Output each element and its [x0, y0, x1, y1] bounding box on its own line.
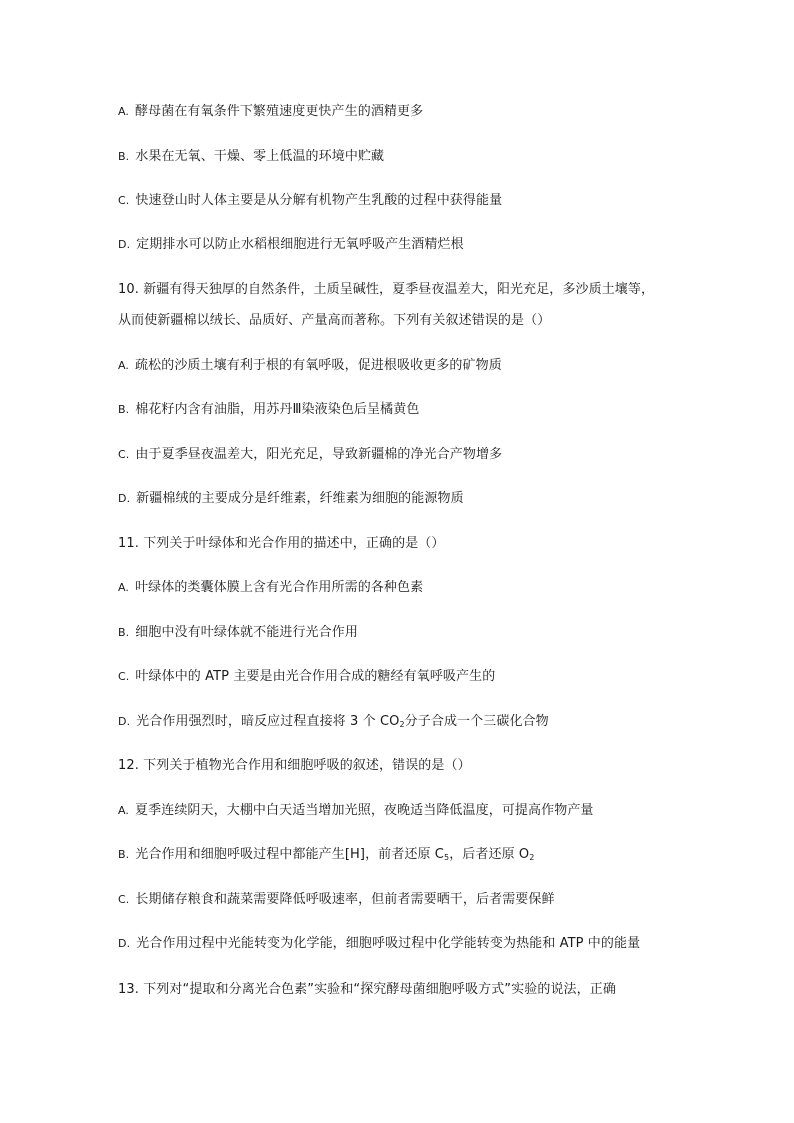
q9-option-d	[118, 236, 464, 254]
subscript: 2	[529, 853, 535, 862]
option-text: 新疆棉绒的主要成分是纤维素，纤维素为细胞的能源物质	[136, 491, 464, 506]
option-text: 快速登山时人体主要是从分解有机物产生乳酸的过程中获得能量	[135, 193, 503, 208]
option-text-before: 光合作用和细胞呼吸过程中都能产生[H]，前者还原 C	[135, 847, 444, 862]
q12-option-d	[118, 935, 640, 953]
subscript: 2	[399, 720, 405, 729]
option-letter: D.	[118, 715, 131, 728]
q12-option-a	[118, 802, 594, 820]
option-letter: A.	[118, 804, 130, 817]
q11-stem: 11. 下列关于叶绿体和光合作用的描述中，正确的是（）	[118, 536, 445, 551]
option-letter: D.	[118, 937, 131, 950]
option-letter: D.	[118, 492, 131, 505]
option-text: 细胞中没有叶绿体就不能进行光合作用	[135, 625, 358, 640]
q12-option-b	[118, 846, 534, 864]
option-text-after: 分子合成一个三碳化合物	[404, 714, 549, 729]
option-text: 叶绿体中的 ATP 主要是由光合作用合成的糖经有氧呼吸产生的	[135, 669, 496, 684]
option-letter: B.	[118, 626, 130, 639]
q11-option-c	[118, 668, 495, 686]
option-text: 由于夏季昼夜温差大，阳光充足，导致新疆棉的净光合产物增多	[135, 447, 503, 462]
option-letter: B.	[118, 150, 130, 163]
option-letter: C.	[118, 670, 130, 683]
option-text: 定期排水可以防止水稻根细胞进行无氧呼吸产生酒精烂根	[136, 237, 464, 252]
q11-option-a	[118, 579, 423, 597]
option-text: 疏松的沙质土壤有利于根的有氧呼吸，促进根吸收更多的矿物质	[135, 358, 502, 373]
q10-option-b	[118, 401, 419, 419]
option-letter: B.	[118, 848, 130, 861]
option-letter: C.	[118, 893, 130, 906]
q10-option-d	[118, 490, 464, 508]
q12-option-c	[118, 891, 555, 909]
option-text: 长期储存粮食和蔬菜需要降低呼吸速率，但前者需要晒干，后者需要保鲜	[135, 892, 555, 907]
option-text: 水果在无氧、干燥、零上低温的环境中贮藏	[135, 149, 385, 164]
q9-option-a	[118, 103, 423, 121]
option-text: 叶绿体的类囊体膜上含有光合作用所需的各种色素	[135, 580, 424, 595]
q10-option-c	[118, 446, 502, 464]
option-text: 酵母菌在有氧条件下繁殖速度更快产生的酒精更多	[135, 104, 424, 119]
option-text-before: 光合作用强烈时，暗反应过程直接将 3 个 CO	[136, 714, 400, 729]
option-text-mid: ，后者还原 O	[449, 847, 530, 862]
q11-option-b	[118, 624, 358, 642]
q12-stem: 12. 下列关于植物光合作用和细胞呼吸的叙述，错误的是（）	[118, 758, 471, 773]
option-text: 棉花籽内含有油脂，用苏丹Ⅲ染液染色后呈橘黄色	[135, 402, 420, 417]
option-letter: B.	[118, 403, 130, 416]
option-letter: D.	[118, 238, 131, 251]
option-text: 夏季连续阴天，大棚中白天适当增加光照，夜晚适当降低温度，可提高作物产量	[135, 803, 594, 818]
option-text: 光合作用过程中光能转变为化学能，细胞呼吸过程中化学能转变为热能和 ATP 中的能量	[136, 936, 641, 951]
subscript: 5	[443, 853, 450, 862]
q10-stem-line2: 从而使新疆棉以绒长、品质好、产量高而著称。下列有关叙述错误的是（）	[118, 313, 551, 328]
q10-stem-line1: 10. 新疆有得天独厚的自然条件，土质呈碱性，夏季昼夜温差大，阳光充足，多沙质土壤等，	[118, 282, 655, 297]
q10-option-a	[118, 357, 502, 375]
q13-stem-line1: 13. 下列对“提取和分离光合色素”实验和“探究酵母菌细胞呼吸方式”实验的说法，正确	[118, 982, 616, 997]
option-letter: A.	[118, 105, 130, 118]
q9-option-c	[118, 192, 502, 210]
option-letter: A.	[118, 359, 130, 372]
option-letter: A.	[118, 581, 130, 594]
option-letter: C.	[118, 194, 130, 207]
q11-option-d	[118, 713, 549, 731]
q9-option-b	[118, 148, 384, 166]
option-letter: C.	[118, 448, 130, 461]
